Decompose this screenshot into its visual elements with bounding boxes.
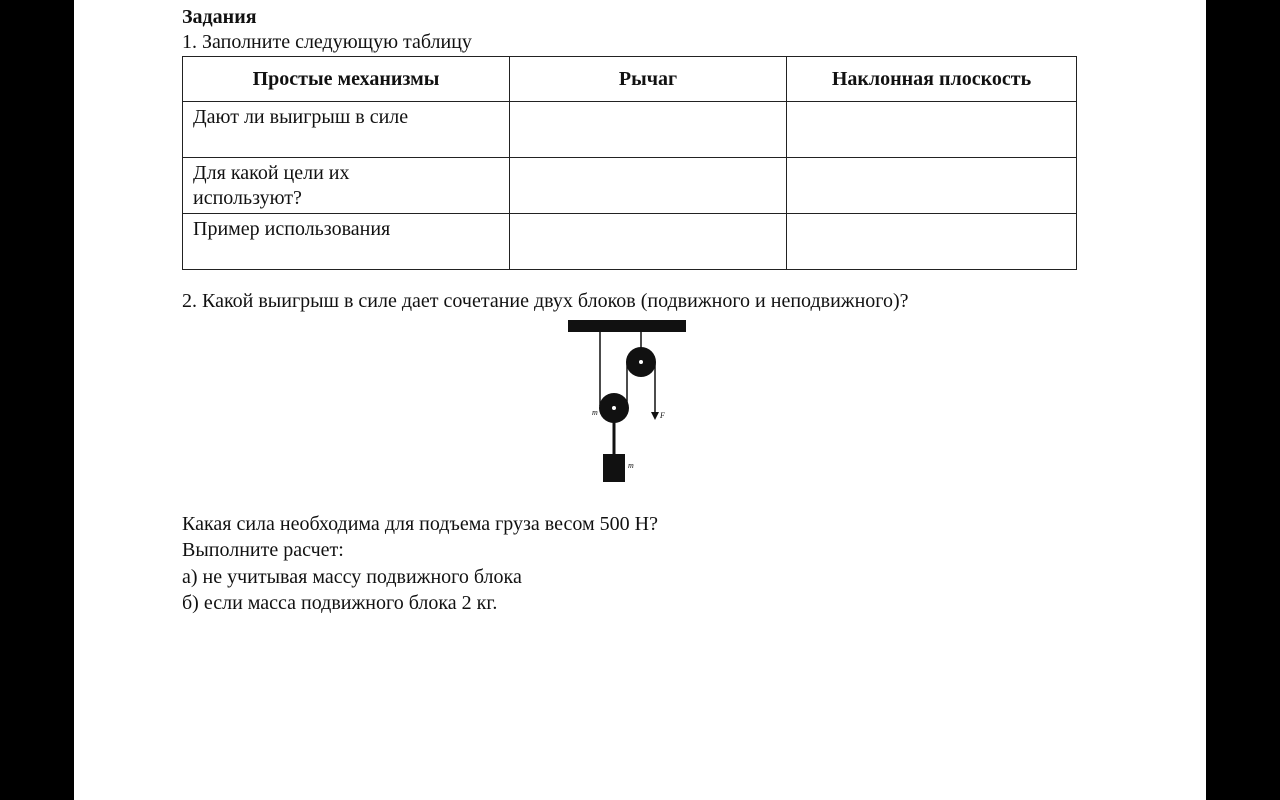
document-page [74,0,1206,800]
task2-question: 2. Какой выигрыш в силе дает сочетание двух блоков (подвижного и неподвижного)? [182,290,909,312]
label-force: F [660,411,665,420]
row-label-example: Пример использования [183,214,510,270]
cell-lever-force-gain[interactable] [510,102,787,158]
table-row [183,102,1077,158]
task1-text: 1. Заполните следующую таблицу [182,31,472,53]
header-inclined-plane: Наклонная плоскость [787,57,1077,102]
pulley-diagram [564,316,764,488]
mechanisms-table [182,56,1077,270]
table-header-row [183,57,1077,102]
task2-line-calc: Выполните расчет: [182,539,344,561]
table-row [183,214,1077,270]
weight-block [603,454,625,482]
cell-plane-purpose[interactable] [787,158,1077,214]
cell-lever-example[interactable] [510,214,787,270]
task2-line-b: б) если масса подвижного блока 2 кг. [182,592,498,614]
section-heading: Задания [182,6,257,28]
label-pulley-mass: m [592,408,598,417]
force-arrow-icon [651,412,659,420]
row-label-purpose-line2: используют? [193,187,302,209]
cell-lever-purpose[interactable] [510,158,787,214]
task2-line-a: а) не учитывая массу подвижного блока [182,566,522,588]
label-weight-mass: m [628,461,634,470]
movable-pulley-axle [612,406,616,410]
task2-line-force: Какая сила необходима для подъема груза весом 500 Н? [182,513,658,535]
row-label-force-gain: Дают ли выигрыш в силе [183,102,510,158]
ceiling-beam [568,320,686,332]
cell-plane-example[interactable] [787,214,1077,270]
row-label-purpose-line1: Для какой цели их [193,162,350,184]
row-label-purpose [183,158,510,214]
fixed-pulley-axle [639,360,643,364]
cell-plane-force-gain[interactable] [787,102,1077,158]
header-simple-mechanisms: Простые механизмы [183,57,510,102]
header-lever: Рычаг [510,57,787,102]
table-row [183,158,1077,214]
